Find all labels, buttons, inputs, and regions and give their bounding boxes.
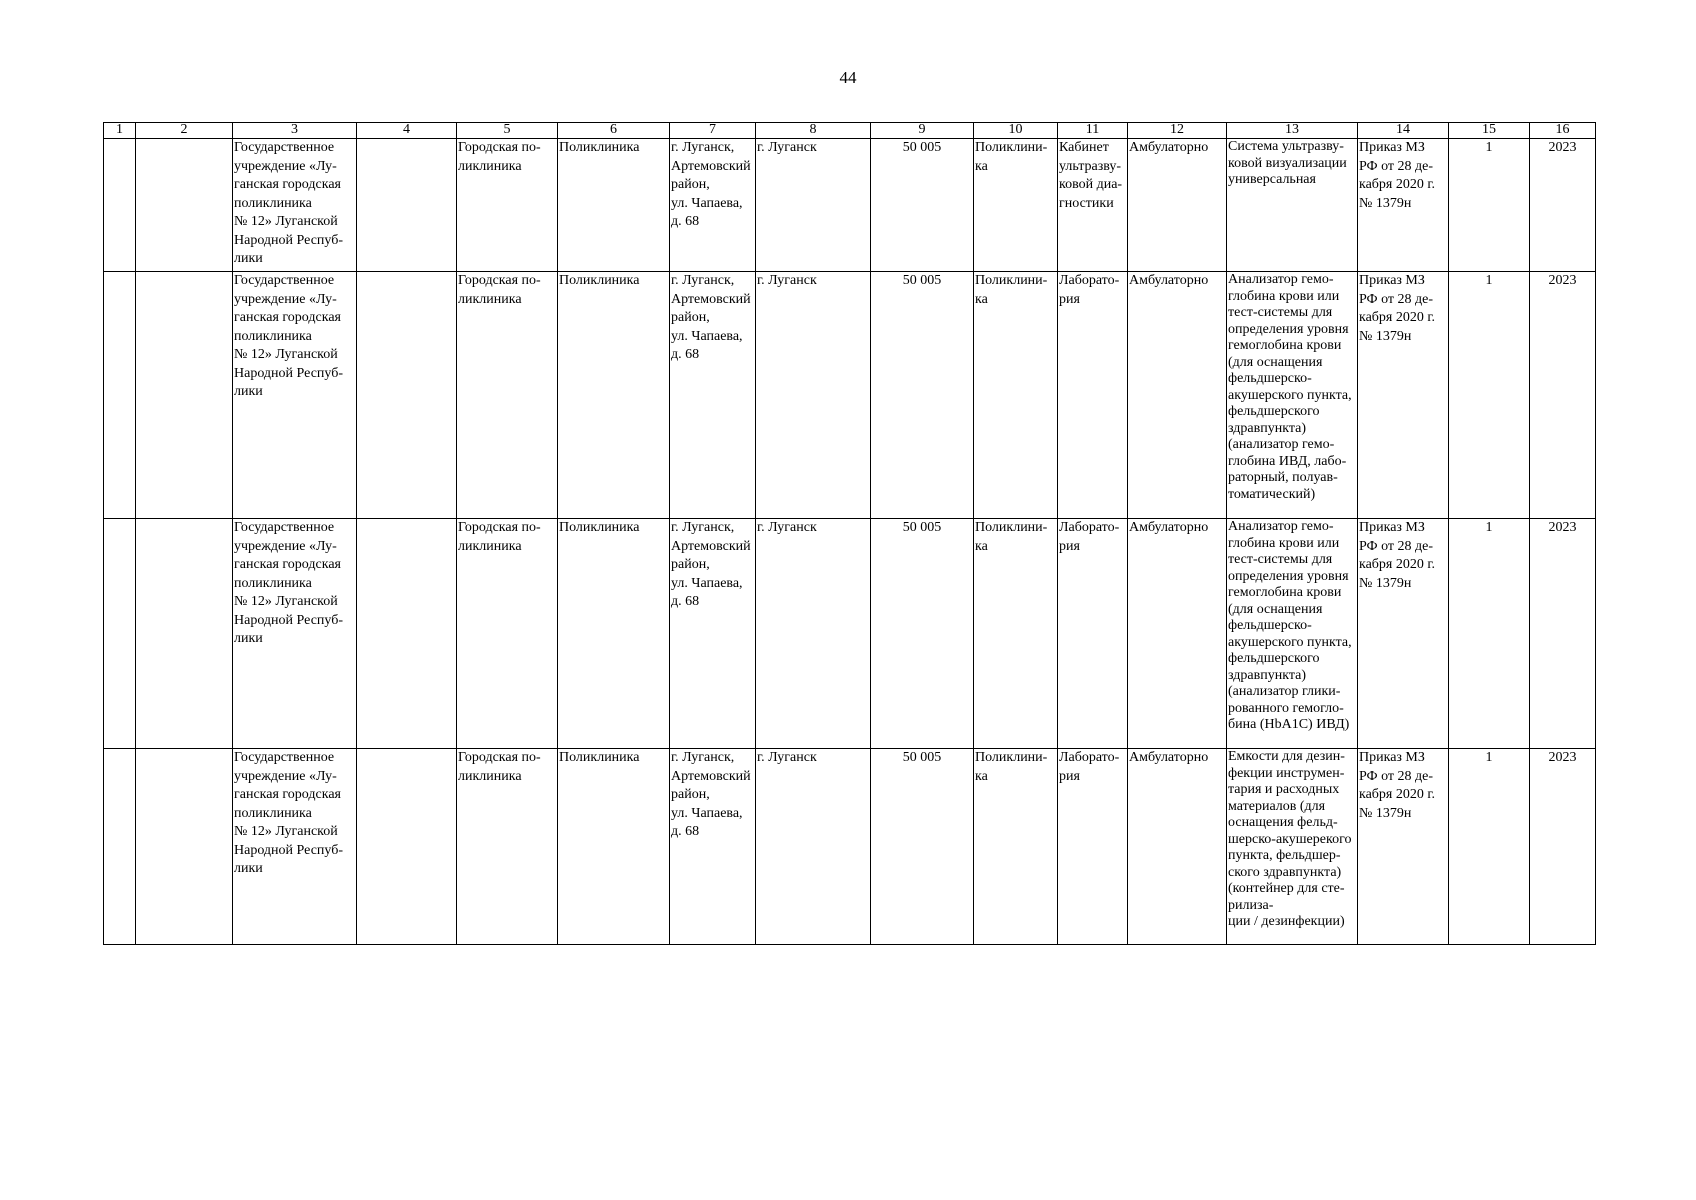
cell-care-mode: Амбулаторно	[1128, 519, 1227, 749]
cell-equipment: Емкости для дезин- фекции инструмен- тария и расходных материалов (для оснащения фельд- шерско-акушерекого пункта, фельдшер- ского здравпункта) (контейнер для сте- рилиза- ции / дезинфекции)	[1227, 749, 1358, 945]
cell-year: 2023	[1530, 749, 1596, 945]
cell-row-number	[104, 139, 136, 272]
table-row	[104, 519, 1596, 749]
cell-care-mode: Амбулаторно	[1128, 272, 1227, 519]
column-header: 11	[1058, 123, 1128, 139]
column-header: 8	[756, 123, 871, 139]
cell-col-4	[357, 519, 457, 749]
cell-equipment: Анализатор гемо- глобина крови или тест-системы для определения уровня гемоглобина крови (для оснащения фельдшерско- акушерского пункта, фельдшерского здравпункта) (анализатор глики- рованного гемогло- бина (HbA1C) ИВД)	[1227, 519, 1358, 749]
cell-quantity: 1	[1449, 139, 1530, 272]
cell-unit-type: Поликлиника	[558, 139, 670, 272]
cell-room: Кабинет ультразву- ковой диа- гностики	[1058, 139, 1128, 272]
cell-equipment: Анализатор гемо- глобина крови или тест-системы для определения уровня гемоглобина крови (для оснащения фельдшерско- акушерского пункта, фельдшерского здравпункта) (анализатор гемо- глобина ИВД, лабо- раторный, полуав- томатический)	[1227, 272, 1358, 519]
cell-facility-type: Городская по- ликлиника	[457, 519, 558, 749]
table-row	[104, 272, 1596, 519]
cell-department: Поликлини- ка	[974, 749, 1058, 945]
cell-department: Поликлини- ка	[974, 519, 1058, 749]
cell-code: 50 005	[871, 519, 974, 749]
column-header: 7	[670, 123, 756, 139]
cell-facility-type: Городская по- ликлиника	[457, 749, 558, 945]
equipment-table	[103, 122, 1596, 945]
cell-year: 2023	[1530, 272, 1596, 519]
cell-row-number	[104, 519, 136, 749]
cell-department: Поликлини- ка	[974, 139, 1058, 272]
cell-col-4	[357, 272, 457, 519]
column-header: 12	[1128, 123, 1227, 139]
column-header: 10	[974, 123, 1058, 139]
cell-row-number	[104, 749, 136, 945]
cell-room: Лаборато- рия	[1058, 272, 1128, 519]
table-row	[104, 749, 1596, 945]
cell-care-mode: Амбулаторно	[1128, 749, 1227, 945]
column-number-row	[104, 123, 1596, 139]
cell-quantity: 1	[1449, 272, 1530, 519]
page-number: 44	[839, 68, 857, 87]
cell-city: г. Луганск	[756, 519, 871, 749]
cell-address: г. Луганск, Артемовский район, ул. Чапаева, д. 68	[670, 519, 756, 749]
cell-unit-type: Поликлиника	[558, 272, 670, 519]
cell-room: Лаборато- рия	[1058, 749, 1128, 945]
column-header: 2	[136, 123, 233, 139]
cell-facility-type: Городская по- ликлиника	[457, 139, 558, 272]
column-header: 6	[558, 123, 670, 139]
cell-order: Приказ МЗ РФ от 28 де- кабря 2020 г. № 1379н	[1358, 272, 1449, 519]
cell-col-2	[136, 519, 233, 749]
column-header: 4	[357, 123, 457, 139]
table-row	[104, 139, 1596, 272]
cell-code: 50 005	[871, 749, 974, 945]
cell-unit-type: Поликлиника	[558, 519, 670, 749]
cell-city: г. Луганск	[756, 749, 871, 945]
column-header: 15	[1449, 123, 1530, 139]
cell-quantity: 1	[1449, 519, 1530, 749]
cell-institution: Государственное учреждение «Лу- ганская городская поликлиника № 12» Луганской Народной Респуб- лики	[233, 272, 357, 519]
cell-row-number	[104, 272, 136, 519]
column-header: 16	[1530, 123, 1596, 139]
cell-col-4	[357, 749, 457, 945]
cell-facility-type: Городская по- ликлиника	[457, 272, 558, 519]
cell-col-2	[136, 272, 233, 519]
cell-col-2	[136, 749, 233, 945]
cell-year: 2023	[1530, 519, 1596, 749]
cell-institution: Государственное учреждение «Лу- ганская городская поликлиника № 12» Луганской Народной Респуб- лики	[233, 749, 357, 945]
column-header: 5	[457, 123, 558, 139]
cell-order: Приказ МЗ РФ от 28 де- кабря 2020 г. № 1379н	[1358, 139, 1449, 272]
cell-department: Поликлини- ка	[974, 272, 1058, 519]
cell-code: 50 005	[871, 139, 974, 272]
cell-col-2	[136, 139, 233, 272]
cell-address: г. Луганск, Артемовский район, ул. Чапаева, д. 68	[670, 139, 756, 272]
column-header: 9	[871, 123, 974, 139]
cell-address: г. Луганск, Артемовский район, ул. Чапаева, д. 68	[670, 749, 756, 945]
cell-room: Лаборато- рия	[1058, 519, 1128, 749]
column-header: 3	[233, 123, 357, 139]
column-header: 14	[1358, 123, 1449, 139]
cell-order: Приказ МЗ РФ от 28 де- кабря 2020 г. № 1379н	[1358, 749, 1449, 945]
cell-unit-type: Поликлиника	[558, 749, 670, 945]
column-header: 1	[104, 123, 136, 139]
cell-order: Приказ МЗ РФ от 28 де- кабря 2020 г. № 1379н	[1358, 519, 1449, 749]
cell-col-4	[357, 139, 457, 272]
cell-year: 2023	[1530, 139, 1596, 272]
cell-institution: Государственное учреждение «Лу- ганская городская поликлиника № 12» Луганской Народной Респуб- лики	[233, 139, 357, 272]
cell-code: 50 005	[871, 272, 974, 519]
cell-institution: Государственное учреждение «Лу- ганская городская поликлиника № 12» Луганской Народной Респуб- лики	[233, 519, 357, 749]
cell-equipment: Система ультразву- ковой визуализации универсальная	[1227, 139, 1358, 272]
column-header: 13	[1227, 123, 1358, 139]
cell-city: г. Луганск	[756, 272, 871, 519]
cell-city: г. Луганск	[756, 139, 871, 272]
cell-quantity: 1	[1449, 749, 1530, 945]
cell-care-mode: Амбулаторно	[1128, 139, 1227, 272]
cell-address: г. Луганск, Артемовский район, ул. Чапаева, д. 68	[670, 272, 756, 519]
